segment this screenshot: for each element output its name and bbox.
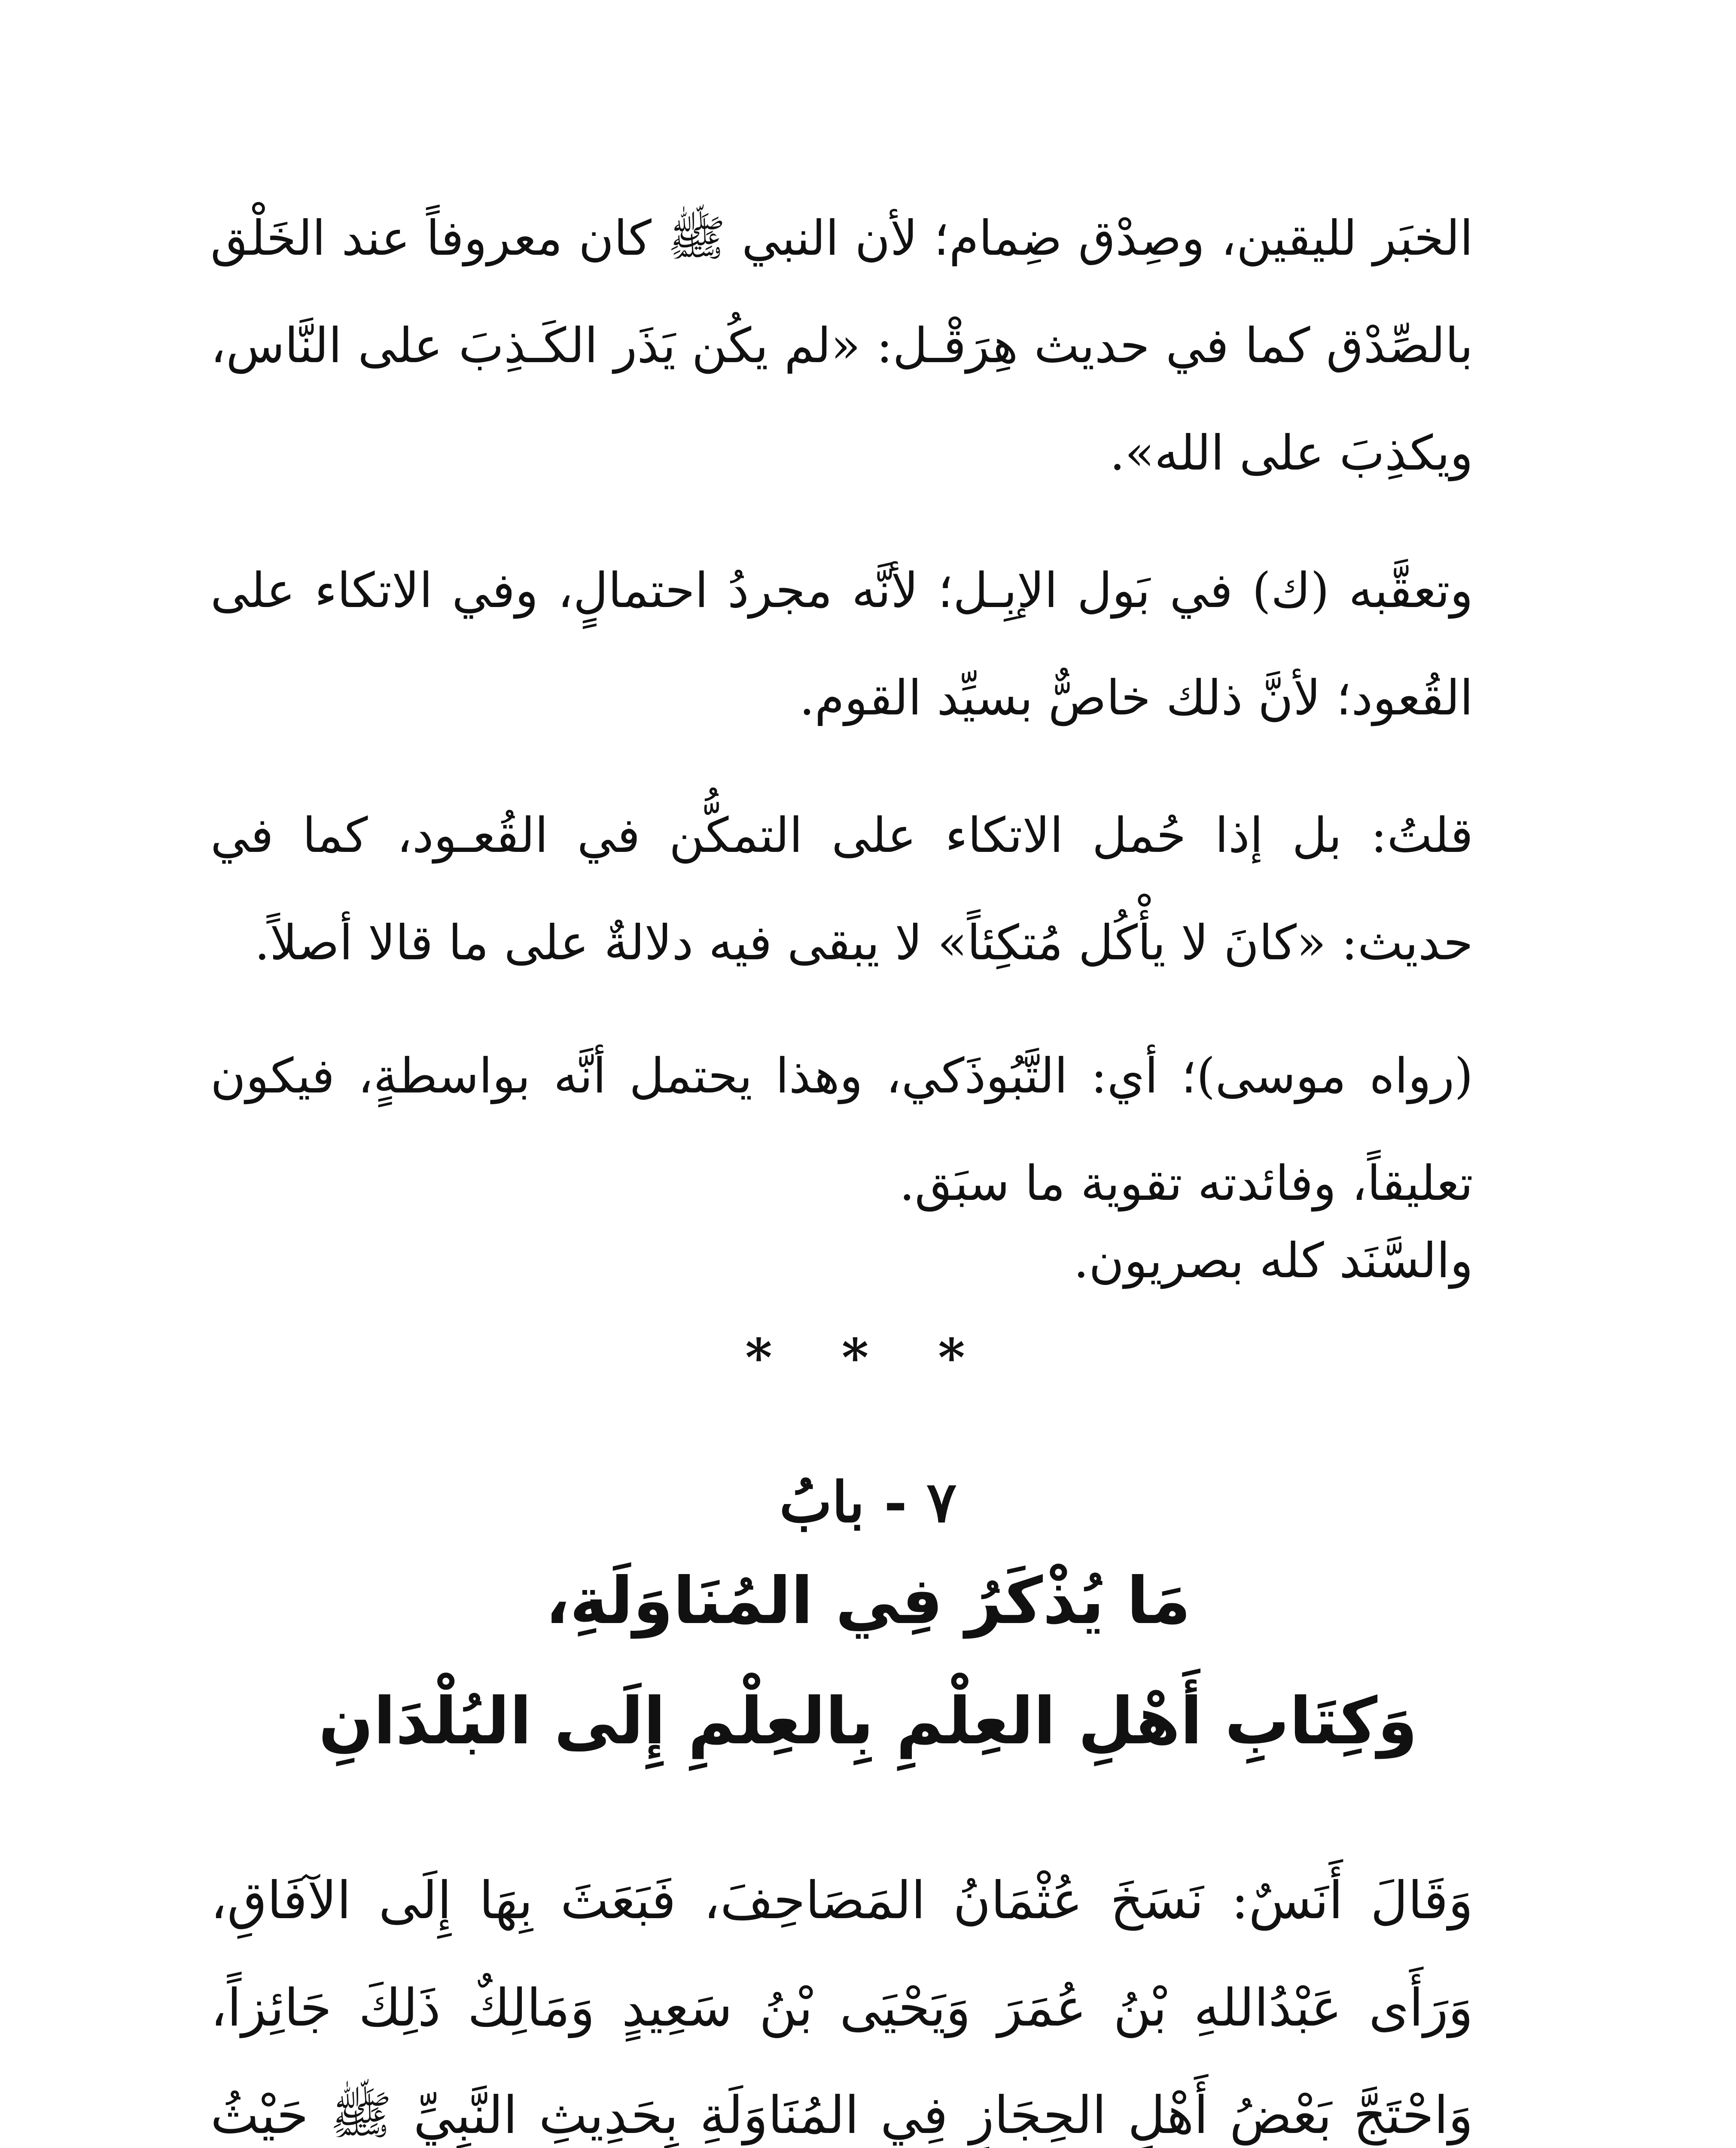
chapter-title-line-2: وَكِتَابِ أَهْلِ العِلْمِ بِالعِلْمِ إِلَى البُلْدَانِ <box>318 1684 1418 1759</box>
chapter-number: ٧ - بابُ <box>779 1469 957 1535</box>
paragraph-4: (رواه موسى)؛ أي: التَّبُوذَكي، وهذا يحتمل أنَّه بواسطةٍ، فيكون تعليقاً، وفائدته تقوية ما سبَق. <box>210 1048 1473 1211</box>
paragraph-2: وتعقَّبه (ك) في بَول الإبِـل؛ لأنَّه مجردُ احتمالٍ، وفي الاتكاء على القُعود؛ لأنَّ ذلك خاصٌّ بسيِّد القوم. <box>210 563 1473 726</box>
paragraph-1: الخبَر لليقين، وصِدْق ضِمام؛ لأن النبي ﷺ كان معروفاً عند الخَلْق بالصِّدْق كما في حديث هِرَقْـل: «لم يكُن يَذَر الكَـذِبَ على النَّاس، ويكذِبَ على الله». <box>210 211 1473 481</box>
chapter-title-line-1: مَا يُذْكَرُ فِي المُنَاوَلَةِ، <box>545 1564 1191 1638</box>
hadith-text: وَقَالَ أَنَسٌ: نَسَخَ عُثْمَانُ المَصَاحِفَ، فَبَعَثَ بِهَا إِلَى الآفَاقِ، وَرَأَى عَبْدُاللهِ بْنُ عُمَرَ وَيَحْيَى بْنُ سَعِيدٍ وَمَالِكٌ ذَلِكَ جَائِزاً، وَاحْتَجَّ بَعْضُ أَهْلِ الحِجَازِ فِي المُنَاوَلَةِ بِحَدِيثِ النَّبِيِّ ﷺ حَيْثُ <box>210 1871 1473 2145</box>
paragraph-5: والسَّنَد كله بصريون. <box>1073 1233 1473 1289</box>
paragraph-3: قلتُ: بل إذا حُمل الاتكاء على التمكُّن في القُعـود، كما في حديث: «كانَ لا يأْكُل مُتكِئاً» لا يبقى فيه دلالةٌ على ما قالا أصلاً. <box>210 808 1473 971</box>
commentary-text <box>210 185 1473 1302</box>
section-separator: * * * <box>745 1327 991 1388</box>
hadith-block <box>210 1847 1473 2148</box>
